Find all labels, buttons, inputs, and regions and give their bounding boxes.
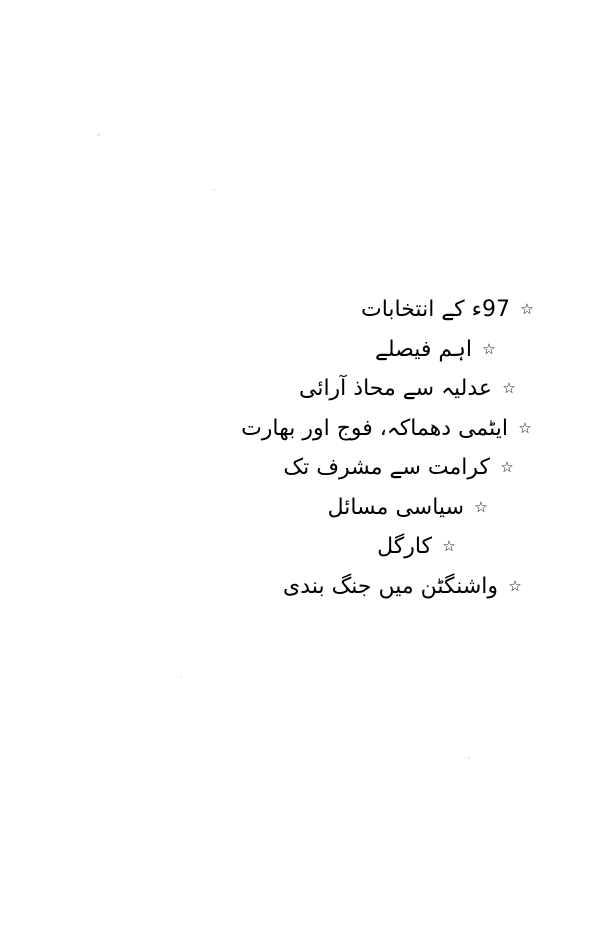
scan-speckle: [468, 757, 470, 759]
star-bullet-icon: ☆: [482, 339, 496, 358]
toc-entry-label: واشنگٹن میں جنگ بندی: [283, 573, 498, 599]
star-bullet-icon: ☆: [520, 300, 534, 318]
star-bullet-icon: ☆: [518, 418, 532, 437]
scan-speckle: [97, 133, 100, 136]
toc-entry-label: اہم فیصلے: [374, 336, 472, 362]
table-of-contents: [120, 296, 540, 612]
star-bullet-icon: ☆: [474, 497, 488, 516]
star-bullet-icon: ☆: [508, 576, 522, 595]
list-item: [120, 454, 520, 482]
scan-speckle: [213, 189, 215, 191]
list-item: [120, 494, 494, 522]
toc-entry-label: ایٹمی دھماکہ، فوج اور بھارت: [241, 415, 508, 441]
list-item: [120, 415, 538, 443]
star-bullet-icon: ☆: [442, 537, 456, 555]
star-bullet-icon: ☆: [500, 458, 514, 476]
list-item: [120, 336, 502, 364]
star-bullet-icon: ☆: [502, 379, 516, 397]
list-item: [120, 533, 462, 561]
list-item: [120, 375, 522, 403]
toc-entry-label: 97ء کے انتخابات: [360, 297, 510, 322]
toc-entry-label: کارگل: [377, 534, 432, 559]
toc-entry-label: کرامت سے مشرف تک: [283, 455, 490, 480]
toc-entry-label: عدلیہ سے محاذ آرائی: [298, 376, 492, 401]
list-item: [120, 296, 540, 324]
scan-speckle: [180, 676, 182, 678]
toc-entry-label: سیاسی مسائل: [327, 494, 464, 520]
list-item: [120, 573, 528, 601]
